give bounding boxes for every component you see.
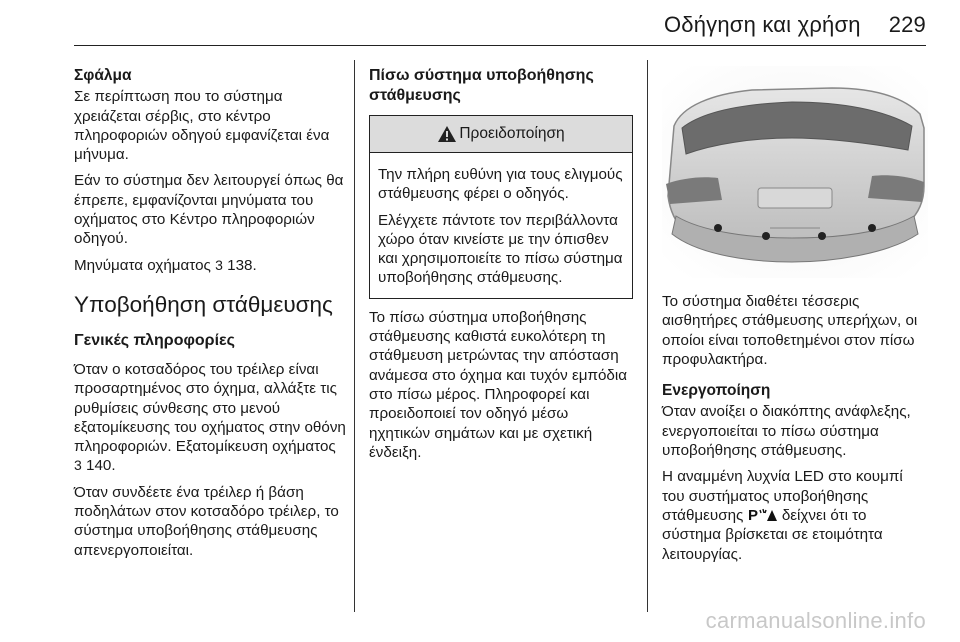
page-ref[interactable]: 140.: [86, 457, 116, 475]
column-1: [74, 66, 346, 567]
warning-triangle-icon: [437, 125, 457, 143]
error-paragraph-3: [74, 256, 346, 275]
warning-box: [369, 115, 633, 299]
sensors-paragraph: Το σύστημα διαθέτει τέσσερις αισθητήρες στάθμευσης υπερήχων, οι οποίοι είναι τοποθετημένοι στον πίσω προφυλακτήρα.: [662, 293, 918, 368]
rear-parking-assist-heading: Πίσω σύστημα υποβοήθησης στάθμευσης: [369, 67, 594, 104]
header-title: Οδήγηση και χρήση: [663, 12, 861, 37]
svg-text:P: P: [747, 506, 758, 522]
trailer-paragraph-text: Όταν ο κοτσαδόρος του τρέιλερ είναι προσαρτημένος στο όχημα, αλλάξτε τις ρυθμίσεις σύνθεσης στο μενού εξατομίκευσης του οχήματος στην οθόνη πληροφοριών. Εξατομίκευση οχήματος: [74, 360, 346, 456]
activation-heading: Ενεργοποίηση: [662, 382, 771, 400]
warning-paragraph-2: Ελέγχετε πάντοτε τον περιβάλλοντα χώρο όταν κινείστε με την όπισθεν και χρησιμοποιείτε το πίσω σύστημα υποβοήθησης στάθμευσης.: [378, 211, 623, 287]
page-ref[interactable]: 138.: [227, 256, 257, 274]
trailer-paragraph: [74, 360, 346, 476]
error-paragraph-1: Σε περίπτωση που το σύστημα χρειάζεται σέρβις, στο κέντρο πληροφοριών οδηγού εμφανίζεται ένα μήνυμα.: [74, 88, 330, 164]
page-header: [664, 12, 926, 38]
bike-carrier-paragraph: Όταν συνδέετε ένα τρέιλερ ή βάση ποδηλάτων στον κοτσαδόρο τρέιλερ, το σύστημα υποβοήθησης στάθμευσης απενεργοποιείται.: [74, 483, 339, 559]
rear-assist-description: Το πίσω σύστημα υποβοήθησης στάθμευσης καθιστά ευκολότερη τη στάθμευση μετρώντας την απόσταση ανάμεσα στο όχημα και τυχόν εμπόδια στο πίσω μέρος. Πληροφορεί και προειδοποιεί τον οδηγό μέσω ηχητικών σημάτων και με σχετική ένδειξη.: [369, 308, 628, 461]
led-paragraph-start: Η αναμμένη λυχνία LED στο κουμπί του συστήματος υποβοήθησης στάθμευσης: [662, 468, 903, 524]
error-heading: Σφάλμα: [74, 67, 132, 84]
page-ref-arrow: 3: [74, 457, 82, 474]
column-divider-2: [647, 60, 648, 612]
column-divider-1: [354, 60, 355, 612]
column-3-text: [662, 292, 928, 571]
section-heading: Υποβοήθηση στάθμευσης: [74, 291, 333, 317]
activation-paragraph: Όταν ανοίξει ο διακόπτης ανάφλεξης, ενεργοποιείται το πίσω σύστημα υποβοήθησης στάθμευσης.: [662, 403, 911, 460]
warning-header: [370, 116, 632, 153]
warning-body: [370, 153, 632, 298]
warning-paragraph-1: Την πλήρη ευθύνη για τους ελιγμούς στάθμευσης φέρει ο οδηγός.: [378, 166, 623, 203]
general-info-heading: Γενικές πληροφορίες: [74, 331, 235, 349]
parking-assist-icon: [748, 507, 778, 522]
header-rule: [74, 45, 926, 46]
car-rear-sensors-illustration: [662, 66, 928, 278]
led-paragraph: [662, 467, 928, 563]
watermark: carmanualsonline.info: [705, 608, 926, 633]
page-number: 229: [888, 12, 926, 37]
warning-title: Προειδοποίηση: [459, 125, 565, 143]
column-2: [369, 66, 633, 469]
page-ref-arrow: 3: [215, 256, 223, 273]
error-paragraph-2: Εάν το σύστημα δεν λειτουργεί όπως θα έπρεπε, εμφανίζονται μηνύματα του οχήματος στο Κέντρο πληροφοριών οδηγού.: [74, 172, 344, 248]
vehicle-messages-text: Μηνύματα οχήματος: [74, 256, 211, 274]
led-paragraph-end: δείχνει ότι το σύστημα βρίσκεται σε ετοιμότητα λειτουργίας.: [662, 506, 883, 563]
